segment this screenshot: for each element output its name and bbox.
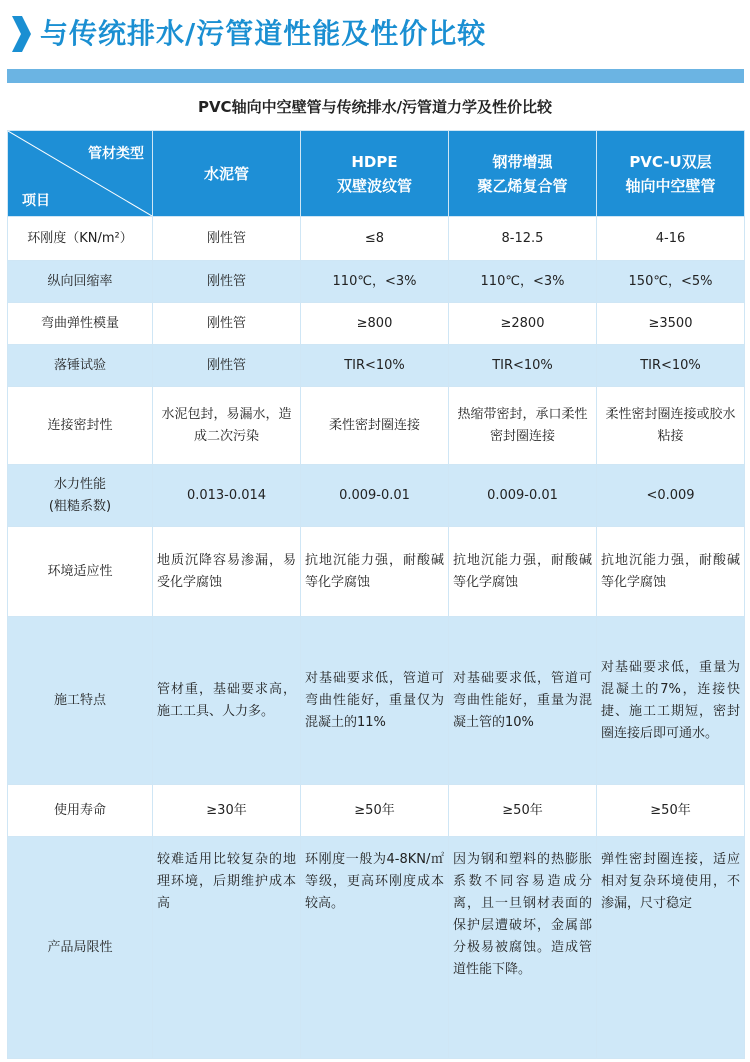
row-label: 纵向回缩率 (8, 261, 153, 303)
table-cell: 抗地沉能力强，耐酸碱等化学腐蚀 (301, 527, 449, 617)
row-label: 落锤试验 (8, 345, 153, 387)
row-label: 使用寿命 (8, 785, 153, 837)
table-cell: 抗地沉能力强，耐酸碱等化学腐蚀 (597, 527, 745, 617)
table-cell: 对基础要求低，管道可弯曲性能好，重量为混凝土管的10% (449, 617, 597, 785)
table-row (8, 465, 745, 527)
table-cell: ≥50年 (449, 785, 597, 837)
table-cell: TIR<10% (301, 345, 449, 387)
row-label: 环境适应性 (8, 527, 153, 617)
table-cell: 柔性密封圈连接或胶水粘接 (597, 387, 745, 465)
table-cell: TIR<10% (449, 345, 597, 387)
table-cell: 刚性管 (153, 261, 301, 303)
corner-bottom-label: 项目 (22, 193, 50, 209)
table-cell: ≥50年 (301, 785, 449, 837)
table-cell: 柔性密封圈连接 (301, 387, 449, 465)
table-cell: 弹性密封圈连接，适应相对复杂环境使用，不渗漏，尺寸稳定 (597, 837, 745, 1059)
row-label: 连接密封性 (8, 387, 153, 465)
table-cell: 管材重，基础要求高，施工工具、人力多。 (153, 617, 301, 785)
table-cell: 150℃，<5% (597, 261, 745, 303)
table-cell: 刚性管 (153, 303, 301, 345)
table-cell: 对基础要求低，管道可弯曲性能好，重量仅为混凝土的11% (301, 617, 449, 785)
corner-cell (8, 131, 153, 217)
table-cell: 抗地沉能力强，耐酸碱等化学腐蚀 (449, 527, 597, 617)
table-title: PVC轴向中空壁管与传统排水/污管道力学及性价比较 (197, 98, 553, 116)
header (0, 0, 750, 70)
table-cell: 对基础要求低，重量为混凝土的7%，连接快捷、施工工期短，密封圈连接后即可通水。 (597, 617, 745, 785)
table-cell: ≥3500 (597, 303, 745, 345)
table-cell: 110℃，<3% (301, 261, 449, 303)
table-cell: 0.009-0.01 (449, 465, 597, 527)
table-cell: ≤8 (301, 217, 449, 261)
table-cell: 因为钢和塑料的热膨胀系数不同容易造成分离，且一旦钢材表面的保护层遭破坏，金属部分极易被腐蚀。造成管道性能下降。 (449, 837, 597, 1059)
title-bar (7, 69, 744, 83)
table-row (8, 345, 745, 387)
table-row (8, 217, 745, 261)
row-label: 产品局限性 (8, 837, 153, 1059)
table-cell: 0.009-0.01 (301, 465, 449, 527)
table-cell: 较难适用比较复杂的地理环境，后期维护成本高 (153, 837, 301, 1059)
table-cell: ≥30年 (153, 785, 301, 837)
table-cell: 0.013-0.014 (153, 465, 301, 527)
table-header-row (8, 131, 745, 217)
table-row (8, 837, 745, 1059)
row-label: 水力性能 (粗糙系数) (8, 465, 153, 527)
table-row (8, 303, 745, 345)
table-cell: ≥50年 (597, 785, 745, 837)
column-header: HDPE 双壁波纹管 (301, 131, 449, 217)
column-header: 钢带增强 聚乙烯复合管 (449, 131, 597, 217)
table-cell: 4-16 (597, 217, 745, 261)
table-row (8, 387, 745, 465)
row-label: 弯曲弹性模量 (8, 303, 153, 345)
table-row (8, 261, 745, 303)
table-cell: 热缩带密封，承口柔性密封圈连接 (449, 387, 597, 465)
table-cell: 110℃，<3% (449, 261, 597, 303)
table-cell: TIR<10% (597, 345, 745, 387)
column-header: PVC-U双层 轴向中空壁管 (597, 131, 745, 217)
table-cell: 刚性管 (153, 345, 301, 387)
table-cell: 地质沉降容易渗漏，易受化学腐蚀 (153, 527, 301, 617)
table-row (8, 617, 745, 785)
table-cell: 环刚度一般为4-8KN/㎡等级，更高环刚度成本较高。 (301, 837, 449, 1059)
table-cell: ≥2800 (449, 303, 597, 345)
table-cell: 水泥包封，易漏水，造成二次污染 (153, 387, 301, 465)
table-row (8, 785, 745, 837)
table-row (8, 527, 745, 617)
corner-top-label: 管材类型 (88, 146, 144, 162)
table-cell: 刚性管 (153, 217, 301, 261)
comparison-table (7, 130, 745, 1059)
table-cell: ≥800 (301, 303, 449, 345)
table-cell: <0.009 (597, 465, 745, 527)
page-title: 与传统排水/污管道性能及性价比较 (40, 17, 487, 50)
row-label: 环刚度（KN/m²） (8, 217, 153, 261)
row-label: 施工特点 (8, 617, 153, 785)
chevron-right-icon (10, 14, 32, 54)
table-cell: 8-12.5 (449, 217, 597, 261)
column-header: 水泥管 (153, 131, 301, 217)
